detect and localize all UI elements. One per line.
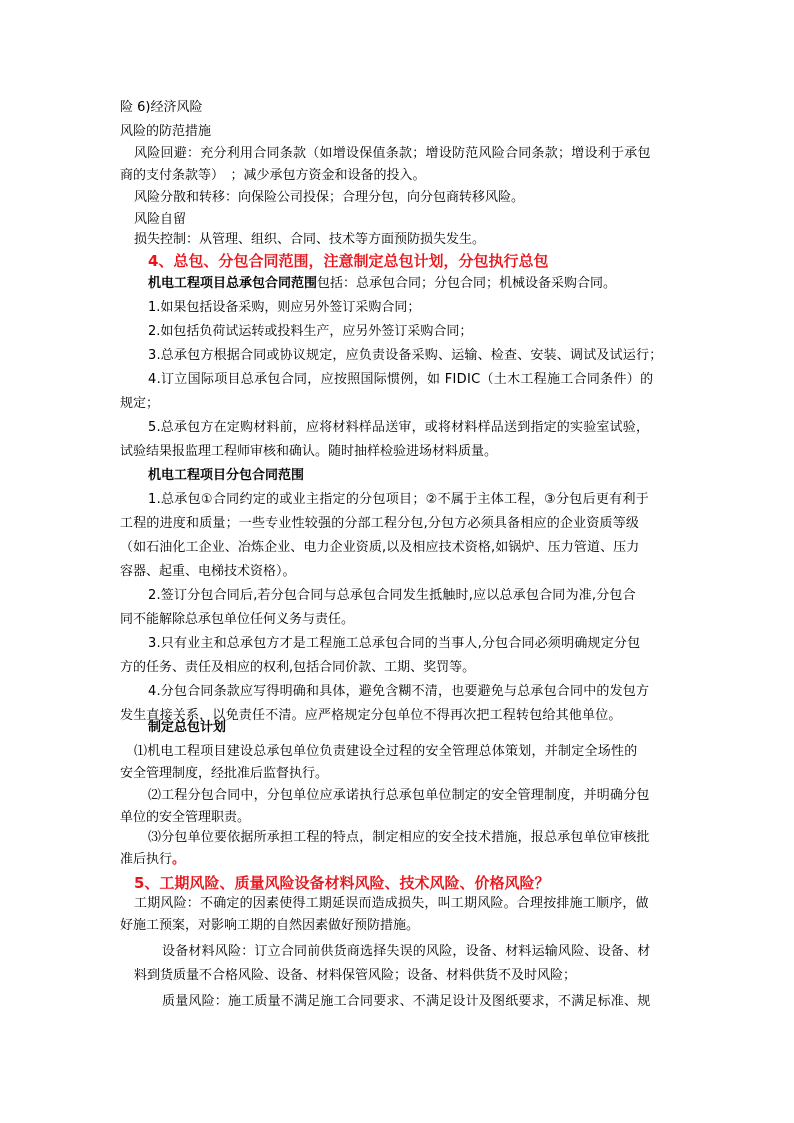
text-line: 风险回避：充分利用合同条款（如增设保值条款；增设防范风险合同条款；增设利于承包 bbox=[134, 146, 651, 161]
text-line: 料到货质量不合格风险、设备、材料保管风险；设备、材料供货不及时风险； bbox=[134, 968, 577, 983]
text-line: 2.如包括负荷试运转或投料生产，应另外签订采购合同； bbox=[148, 324, 473, 339]
text-run: 准后执行 bbox=[120, 852, 173, 867]
text-line: 3.总承包方根据合同或协议规定，应负责设备采购、运输、检查、安装、调试及试运行； bbox=[148, 348, 663, 363]
bold-term: 机电工程项目总承包合同范围 bbox=[148, 276, 318, 291]
text-run: 包括：总承包合同；分包合同；机械设备采购合同。 bbox=[317, 276, 617, 291]
text-line: 1.总承包①合同约定的或业主指定的分包项目；②不属于主体工程，③分包后更有利于 bbox=[148, 492, 650, 507]
text-line: 质量风险：施工质量不满足施工合同要求、不满足设计及图纸要求，不满足标准、规 bbox=[162, 994, 651, 1009]
text-line: 商的支付条款等） ；减少承包方资金和设备的投入。 bbox=[120, 168, 426, 183]
text-line: 3.只有业主和总承包方才是工程施工总承包合同的当事人,分包合同必须明确规定分包 bbox=[148, 636, 641, 651]
text-line bbox=[120, 852, 185, 868]
text-line: 1.如果包括设备采购，则应另外签订采购合同； bbox=[148, 300, 421, 315]
text-line: 方的任务、责任及相应的权利,包括合同价款、工期、奖罚等。 bbox=[120, 660, 476, 675]
text-line bbox=[148, 276, 616, 292]
text-line: 发生直接关系，以免责任不清。应严格规定分包单位不得再次把工程转包给其他单位。 bbox=[120, 708, 622, 723]
text-line: 容器、起重、电梯技术资格）。 bbox=[120, 564, 296, 579]
section-heading-4: 4、总包、分包合同范围，注意制定总包计划，分包执行总包 bbox=[148, 252, 549, 270]
text-line: 4.订立国际项目总承包合同，应按照国际惯例，如 FIDIC（土木工程施工合同条件）的 bbox=[148, 372, 654, 387]
text-line: 规定； bbox=[120, 396, 160, 411]
text-line: 风险的防范措施 bbox=[120, 124, 212, 139]
text-line: 同不能解除总承包单位任何义务与责任。 bbox=[120, 612, 355, 627]
text-line: 工期风险：不确定的因素使得工期延误而造成损失，叫工期风险。合理按排施工顺序，做 bbox=[134, 896, 649, 911]
text-line: ⑴机电工程项目建设总承包单位负责建设全过程的安全管理总体策划，并制定全场性的 bbox=[134, 744, 638, 759]
text-line: 安全管理制度，经批准后监督执行。 bbox=[120, 766, 329, 781]
section-heading-5: 5、工期风险、质量风险设备材料风险、技术风险、价格风险？ bbox=[134, 874, 550, 892]
text-line: 5.总承包方在定购材料前，应将材料样品送审，或将材料样品送到指定的实验室试验， bbox=[148, 420, 650, 435]
text-line: 损失控制：从管理、组织、合同、技术等方面预防损失发生。 bbox=[134, 232, 486, 247]
text-line: ⑵工程分包合同中，分包单位应承诺执行总承包单位制定的安全管理制度，并明确分包 bbox=[148, 788, 650, 803]
text-line: 设备材料风险：订立合同前供货商选择失误的风险，设备、材料运输风险、设备、材 bbox=[162, 944, 651, 959]
text-line: （如石油化工企业、冶炼企业、电力企业资质,以及相应技术资格,如锅炉、压力管道、压力 bbox=[120, 540, 640, 555]
text-line: 好施工预案，对影响工期的自然因素做好预防措施。 bbox=[120, 918, 420, 933]
text-line: 单位的安全管理职责。 bbox=[120, 810, 251, 825]
text-line: 险 6)经济风险 bbox=[120, 100, 203, 115]
text-line: 2.签订分包合同后,若分包合同与总承包合同发生抵触时,应以总承包合同为准,分包合 bbox=[148, 588, 636, 603]
subsection-title: 制定总包计划 bbox=[148, 720, 227, 735]
red-period-mark: 。 bbox=[172, 852, 186, 867]
subsection-title: 机电工程项目分包合同范围 bbox=[148, 468, 305, 483]
text-line: 试验结果报监理工程师审核和确认。随时抽样检验进场材料质量。 bbox=[120, 444, 498, 459]
text-line: 4.分包合同条款应写得明确和具体，避免含糊不清，也要避免与总承包合同中的发包方 bbox=[148, 684, 650, 699]
text-line: 风险分散和转移：向保险公司投保；合理分包，向分包商转移风险。 bbox=[134, 190, 525, 205]
text-line: 工程的进度和质量；一些专业性较强的分部工程分包,分包方必须具备相应的企业资质等级 bbox=[120, 516, 640, 531]
text-line: ⑶分包单位要依据所承担工程的特点，制定相应的安全技术措施，报总承包单位审核批 bbox=[148, 830, 650, 845]
text-line: 风险自留 bbox=[134, 212, 187, 227]
